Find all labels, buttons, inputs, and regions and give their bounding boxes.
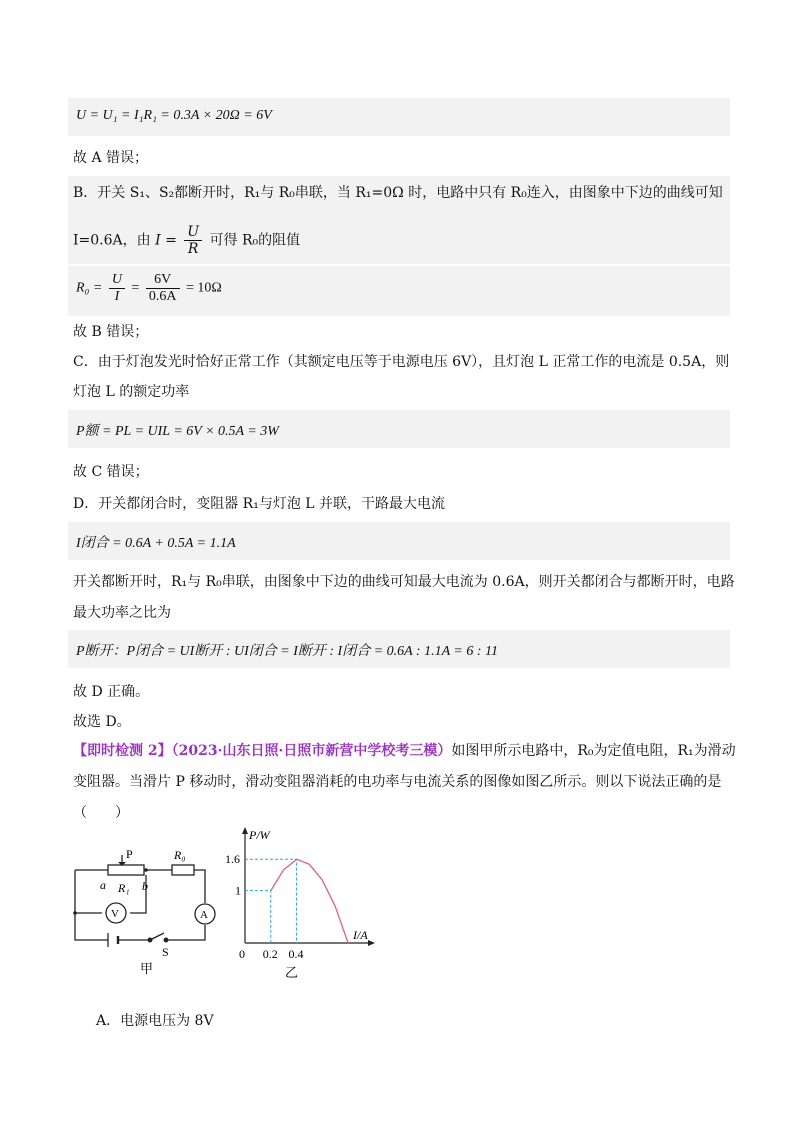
- label-b: b: [142, 879, 148, 893]
- conclusion-d: 故 D 正确。: [73, 684, 150, 700]
- conclusion-b: 故 B 错误；: [73, 324, 149, 340]
- label-r0: R₀: [174, 848, 186, 862]
- conclusion-c: 故 C 错误；: [73, 464, 149, 480]
- question-source: （2023·山东日照·日照市新营中学校考三模）: [171, 743, 452, 759]
- y-axis-arrow: [242, 827, 248, 834]
- label-r1: R₁: [118, 881, 130, 895]
- x-axis-label: I/A: [353, 928, 368, 942]
- r0-fraction-1: [109, 272, 125, 305]
- question-line-2: 变阻器。当滑片 P 移动时，滑动变阻器消耗的电功率与电流关系的图像如图乙所示。则以下说法正确的是: [73, 774, 722, 790]
- ohm-law-denominator: R: [187, 241, 199, 257]
- label-switch: S: [162, 945, 169, 959]
- r0-den2: 0.6A: [148, 289, 177, 304]
- option-d-analysis-line3: 最大功率之比为: [73, 605, 171, 621]
- x-tick-label: 0: [239, 947, 245, 961]
- guide-line-0: [245, 891, 271, 943]
- x-axis-arrow: [368, 940, 375, 946]
- b-current-text: I=0.6A，由: [73, 232, 151, 249]
- formula-r0: [76, 272, 222, 305]
- r0-den1: I: [114, 289, 120, 304]
- r0-lhs: R₀ =: [76, 280, 103, 296]
- formula-voltage: U = U₁ = I₁R₁ = 0.3A × 20Ω = 6V: [76, 108, 272, 123]
- option-d-analysis: D．开关都闭合时，变阻器 R₁与灯泡 L 并联，干路最大电流: [73, 496, 446, 512]
- question-line-1: [73, 741, 736, 761]
- power-current-chart: [225, 825, 385, 980]
- label-p: P: [126, 847, 133, 861]
- option-b-analysis-line2: [73, 224, 300, 257]
- y-tick-label: 1: [235, 883, 241, 898]
- ohm-law-lhs: I =: [155, 232, 177, 249]
- formula-ratio: P断开：P闭合 = UI断开 : UI闭合 = I断开 : I闭合 = 0.6A : 1.1A = 6 : 11: [76, 644, 498, 659]
- r0-rhs: = 10Ω: [186, 280, 222, 296]
- option-c-analysis: C．由于灯泡发光时恰好正常工作（其额定电压等于电源电压 6V），且灯泡 L 正常工作的电流是 0.5A，则: [73, 354, 730, 370]
- circuit-caption: 甲: [140, 961, 154, 976]
- formula-power: P额 = PL = UIL = 6V × 0.5A = 3W: [76, 424, 279, 439]
- option-d-analysis-line2: 开关都断开时，R₁与 R₀串联，由图象中下边的曲线可知最大电流为 0.6A，则开关都闭合与都断开时，电路: [73, 574, 735, 590]
- label-a: a: [100, 878, 106, 892]
- r0-mid: =: [131, 280, 140, 296]
- circuit-diagram: [60, 845, 230, 980]
- power-curve: [271, 859, 348, 943]
- r0-fraction-2: [146, 272, 180, 305]
- question-tag: 【即时检测 2】: [73, 743, 172, 759]
- y-axis-label: P/W: [249, 828, 270, 842]
- y-tick-label: 1.6: [225, 852, 240, 867]
- r0-num1: U: [109, 272, 125, 289]
- conclusion-a: 故 A 错误；: [73, 150, 149, 166]
- option-b-analysis: B．开关 S₁、S₂都断开时，R₁与 R₀串联，当 R₁=0Ω 时，电路中只有 R₀连入，由图象中下边的曲线可知: [73, 185, 723, 201]
- x-tick-label: 0.2: [262, 947, 278, 961]
- ohm-law-numerator: U: [184, 224, 202, 241]
- option-c-analysis-line2: 灯泡 L 的额定功率: [73, 384, 190, 400]
- r0-num2: 6V: [146, 272, 180, 289]
- formula-current: I闭合 = 0.6A + 0.5A = 1.1A: [76, 536, 236, 551]
- question-text-1: 如图甲所示电路中，R₀为定值电阻，R₁为滑动: [451, 743, 736, 759]
- question-blank: （ ）: [73, 805, 129, 821]
- ohm-law-fraction: [184, 224, 202, 257]
- option-a: A．电源电压为 8V: [96, 1013, 214, 1029]
- b-r0-text: 可得 R₀的阻值: [209, 232, 301, 249]
- final-choice: 故选 D。: [73, 714, 131, 730]
- chart-caption: 乙: [285, 965, 299, 980]
- x-tick-label: 0.4: [288, 947, 304, 961]
- label-voltmeter: V: [111, 908, 119, 920]
- label-ammeter: A: [200, 909, 208, 921]
